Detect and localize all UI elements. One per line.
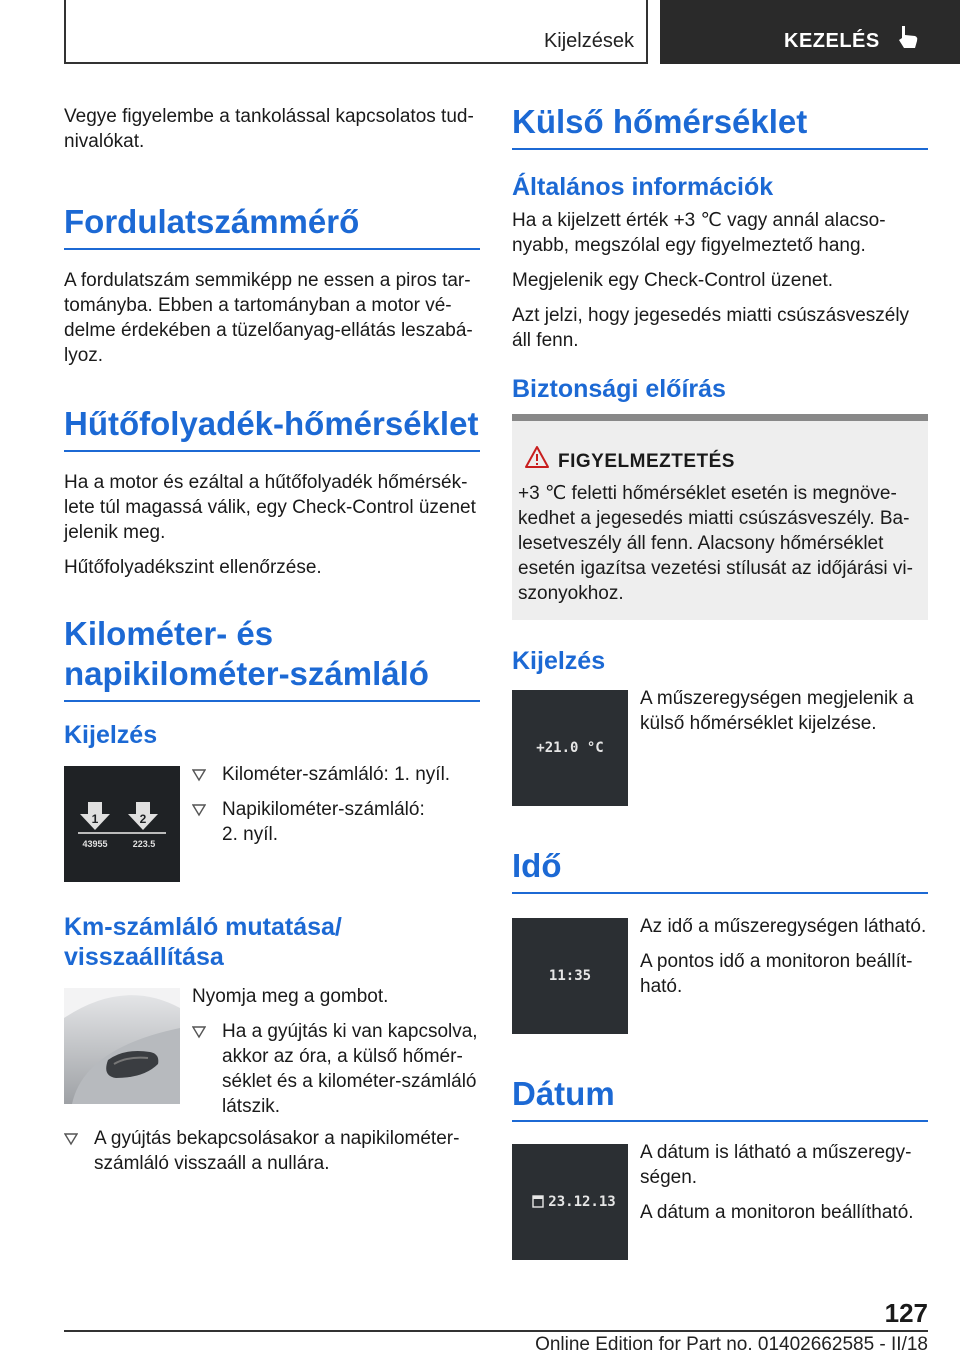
arrow2-label: 2 (139, 812, 147, 826)
outside-temp-section (512, 102, 928, 150)
intro-paragraph: Vegye figyelembe a tankolással kapcsolatos tud-nivalókat. (64, 106, 474, 152)
triangle-bullet-icon (64, 1132, 78, 1146)
time-section (512, 846, 928, 894)
reset-title (64, 912, 480, 972)
odometer-title-line1: Kilométer- és (64, 615, 274, 652)
instrument-button-graphic (64, 988, 180, 1104)
pointing-hand-icon (896, 24, 920, 50)
coolant-section (64, 404, 480, 580)
warning-text: +3 ℃ feletti hőmérséklet esetén is megnöve-kedhet a jegesedés miatti csúszásveszély. Ba-lesetveszély áll fenn. Alacsony hőmérséklet esetén igazítsa vezetési stílusát az időjárási vi-szonyokhoz. (518, 483, 913, 604)
odometer-display-title: Kijelzés (64, 721, 158, 749)
time-p1: Az idő a műszeregységen látható. (640, 916, 927, 937)
list-item: Kilométer-számláló: 1. nyíl. (192, 762, 480, 787)
general-info-p3: Azt jelzi, hogy jegesedés miatti csúszásveszély áll fenn. (512, 305, 910, 351)
general-info-subsection (512, 172, 928, 353)
odometer-display-subsection (64, 720, 480, 750)
list-item: Ha a gyújtás ki van kapcsolva, akkor az óra, a külső hőmér-séklet és a kilométer-számláló látszik. (192, 1019, 480, 1119)
general-info-p1: Ha a kijelzett érték +3 ℃ vagy annál alacso-nyabb, megszólal egy figyelmeztető hang. (512, 210, 886, 256)
date-title: Dátum (512, 1074, 928, 1122)
reset-list-2 (64, 1126, 480, 1176)
reset-title-line2: visszaállítása (64, 943, 224, 971)
warning-box (512, 414, 928, 620)
safety-subsection (512, 374, 928, 404)
coolant-link-text: Hűtőfolyadékszint ellenőrzése. (64, 557, 322, 578)
warning-title: FIGYELMEZTETÉS (558, 451, 735, 472)
rpm-text: A fordulatszám semmiképp ne essen a piros tar-tományba. Ebben a tartományban a motor vé-delme érdekében a tüzelőanyag-ellátás leszabá-lyoz. (64, 270, 473, 366)
rpm-title: Fordulatszámmérő (64, 202, 480, 250)
odometer-section (64, 614, 480, 702)
temp-display-image (512, 690, 628, 806)
footer-divider (64, 1330, 928, 1332)
page-number: 127 (884, 1298, 928, 1328)
general-info-p2: Megjelenik egy Check-Control üzenet. (512, 270, 834, 291)
reset-text: Nyomja meg a gombot. (192, 986, 389, 1007)
odometer-title (64, 614, 480, 702)
arrow1-label: 1 (91, 812, 99, 826)
time-display-image (512, 918, 628, 1034)
temp-display-value: +21.0 °C (536, 740, 604, 756)
reset-title-line1: Km-számláló mutatása/ (64, 913, 342, 941)
time-title: Idő (512, 846, 928, 894)
coolant-text: Ha a motor és ezáltal a hűtőfolyadék hőmérsék-lete túl magassá válik, egy Check-Control üzenet jelenik meg. (64, 472, 476, 543)
footer-edition: Online Edition for Part no. 01402662585 - II/18 (535, 1334, 928, 1355)
date-display-image (512, 1144, 628, 1260)
list-item: A gyújtás bekapcsolásakor a napikilométer-számláló visszaáll a nullára. (64, 1126, 480, 1176)
temp-display-subsection (512, 646, 928, 676)
trip-value: 223.5 (132, 839, 156, 849)
warning-triangle-icon (524, 445, 550, 469)
coolant-title: Hűtőfolyadék-hőmérséklet (64, 404, 480, 452)
date-p1: A dátum is látható a műszeregy-ségen. (640, 1142, 912, 1188)
date-text (640, 1140, 928, 1225)
list-item: Napikilométer-számláló: 2. nyíl. (192, 797, 442, 847)
reset-subsection (64, 912, 480, 972)
temp-display-title: Kijelzés (512, 647, 606, 675)
reset-content (192, 984, 480, 1119)
general-info-title: Általános információk (512, 173, 774, 201)
triangle-bullet-icon (192, 768, 206, 782)
reset-button-image (64, 988, 180, 1104)
date-section (512, 1074, 928, 1122)
odometer-arrows-graphic (64, 766, 180, 882)
odometer-title-line2: napikilométer-számláló (64, 655, 429, 692)
odometer-value: 43955 (82, 839, 108, 849)
time-text (640, 914, 928, 999)
outside-temp-title: Külső hőmérséklet (512, 102, 928, 150)
date-p2: A dátum a monitoron beállítható. (640, 1202, 914, 1223)
header-chapter-box (660, 0, 960, 64)
triangle-bullet-icon (192, 803, 206, 817)
header-section-title: Kijelzések (543, 30, 634, 52)
date-display-value: 23.12.13 (548, 1194, 616, 1210)
triangle-bullet-icon (192, 1025, 206, 1039)
odometer-display-image (64, 766, 180, 882)
header-chapter-title: KEZELÉS (784, 30, 880, 52)
time-p2: A pontos idő a monitoron beállít-ható. (640, 951, 913, 997)
odometer-list (192, 762, 480, 847)
safety-title: Biztonsági előírás (512, 375, 726, 403)
time-display-value: 11:35 (548, 968, 592, 984)
rpm-section (64, 202, 480, 368)
header-section-box (64, 0, 648, 64)
temp-display-text: A műszeregységen megjelenik a külső hőmérséklet kijelzése. (640, 688, 914, 734)
